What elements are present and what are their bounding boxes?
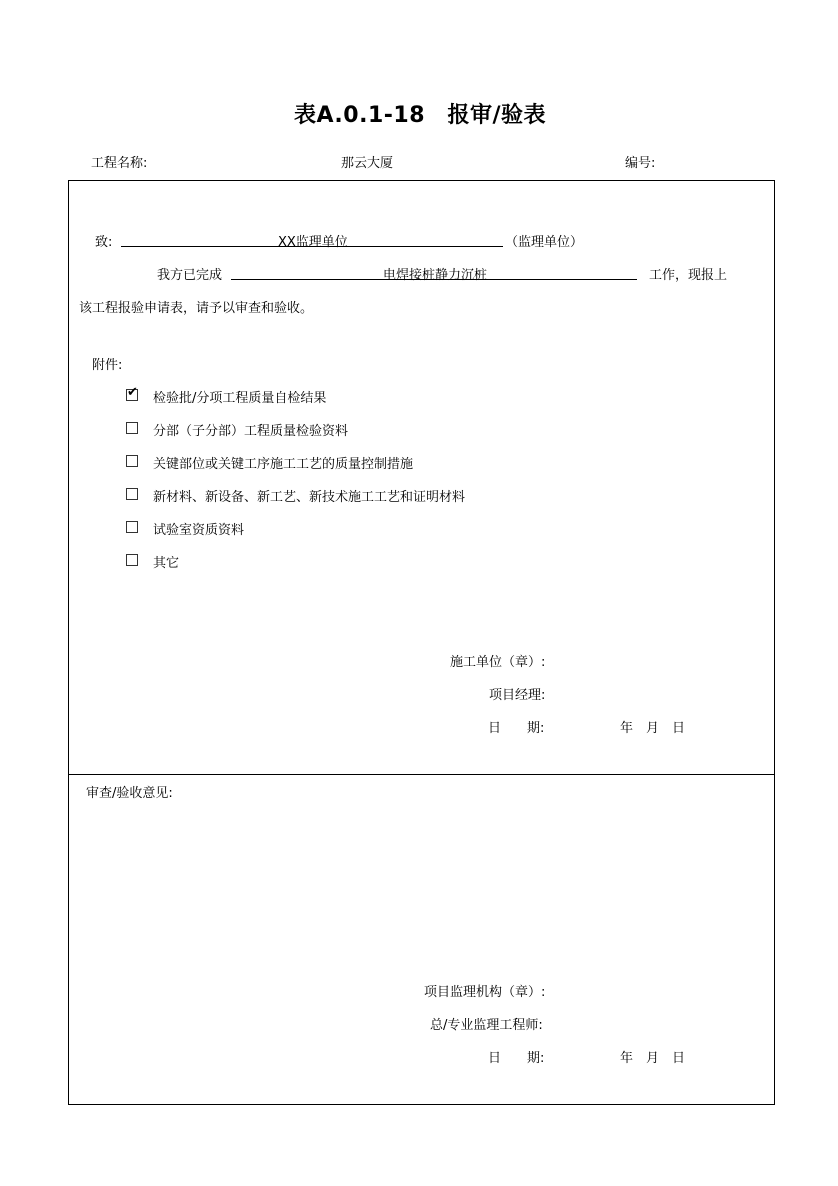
attachment-label: 分部（子分部）工程质量检验资料: [153, 424, 349, 439]
date-value: 年 月 日: [620, 721, 686, 736]
attachment-checkbox[interactable]: [126, 554, 138, 566]
attachment-label: 关键部位或关键工序施工工艺的质量控制措施: [153, 457, 414, 472]
attachment-label: 检验批/分项工程质量自检结果: [153, 391, 327, 406]
attachment-checkbox[interactable]: [126, 488, 138, 500]
manager-label: 项目经理:: [489, 688, 546, 703]
engineer-label: 总/专业监理工程师:: [430, 1018, 543, 1033]
to-suffix: （监理单位）: [505, 235, 584, 250]
attachment-checkbox[interactable]: [126, 422, 138, 434]
completed-prefix: 我方已完成: [157, 268, 223, 283]
to-label: 致:: [95, 235, 113, 250]
attachment-checkbox[interactable]: [126, 521, 138, 533]
opinion-label: 审查/验收意见:: [86, 786, 173, 801]
number-label: 编号:: [625, 156, 656, 171]
check-mark-icon: ✔: [127, 385, 138, 400]
to-value: XX监理单位: [278, 235, 348, 250]
attachments-label: 附件:: [92, 358, 123, 373]
project-name-label: 工程名称:: [91, 156, 148, 171]
project-name-value: 那云大厦: [341, 156, 394, 171]
contractor-label: 施工单位（章）:: [450, 655, 546, 670]
date-label: 日 期:: [488, 1051, 545, 1066]
date-value: 年 月 日: [620, 1051, 686, 1066]
form-title: 表A.0.1-18 报审/验表: [294, 103, 547, 128]
request-text: 该工程报验申请表，请予以审查和验收。: [79, 301, 314, 316]
attachment-label: 新材料、新设备、新工艺、新技术施工工艺和证明材料: [153, 490, 466, 505]
supervision-org-label: 项目监理机构（章）:: [424, 985, 546, 1000]
attachment-checkbox[interactable]: [126, 385, 138, 401]
completed-suffix: 工作，现报上: [649, 268, 728, 283]
completed-value: 电焊接桩静力沉桩: [383, 268, 488, 283]
attachment-label: 其它: [153, 556, 180, 571]
attachment-checkbox[interactable]: [126, 455, 138, 467]
date-label: 日 期:: [488, 721, 545, 736]
attachment-label: 试验室资质资料: [153, 523, 245, 538]
